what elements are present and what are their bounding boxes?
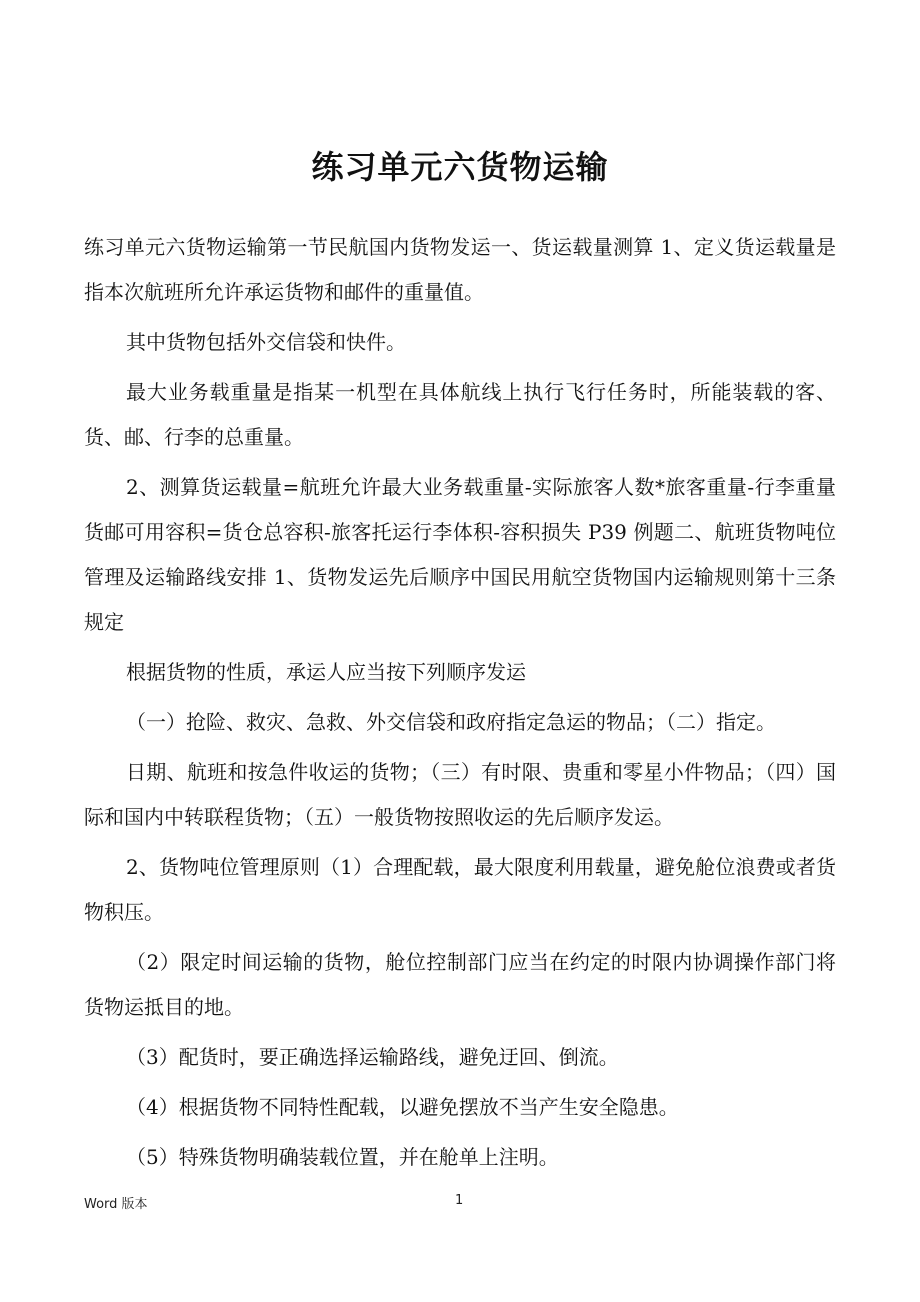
paragraph: 其中货物包括外交信袋和快件。	[126, 330, 406, 354]
document-body	[84, 225, 836, 1180]
paragraph: 2、货物吨位管理原则（1）合理配载，最大限度利用载量，避免舱位浪费或者货物积压。	[84, 855, 836, 924]
paragraph: 根据货物的性质，承运人应当按下列顺序发运	[126, 660, 526, 684]
paragraph: 日期、航班和按急件收运的货物；（三）有时限、贵重和零星小件物品；（四）国际和国内中转联程货物；（五）一般货物按照收运的先后顺序发运。	[84, 760, 836, 829]
paragraph: （4）根据货物不同特性配载，以避免摆放不当产生安全隐患。	[126, 1095, 679, 1119]
paragraph: （3）配货时，要正确选择运输路线，避免迂回、倒流。	[126, 1045, 619, 1069]
paragraph: （2）限定时间运输的货物，舱位控制部门应当在约定的时限内协调操作部门将货物运抵目的地。	[84, 950, 836, 1019]
page-number: 1	[455, 1193, 464, 1208]
paragraph: 最大业务载重量是指某一机型在具体航线上执行飞行任务时，所能装载的客、货、邮、行李的总重量。	[84, 380, 836, 449]
paragraph: （一）抢险、救灾、急救、外交信袋和政府指定急运的物品；（二）指定。	[126, 710, 776, 734]
paragraph: 2、测算货运载量=航班允许最大业务载重量-实际旅客人数*旅客重量-行李重量货邮可用容积=货仓总容积-旅客托运行李体积-容积损失 P39 例题二、航班货物吨位管理及运输路线安排 1、货物发运先后顺序中国民用航空货物国内运输规则第十三条规定	[84, 475, 836, 634]
paragraph: 练习单元六货物运输第一节民航国内货物发运一、货运载量测算 1、定义货运载量是指本次航班所允许承运货物和邮件的重量值。	[84, 235, 836, 304]
footer-label: Word 版本	[84, 1197, 148, 1212]
paragraph: （5）特殊货物明确装载位置，并在舱单上注明。	[126, 1145, 559, 1169]
document-title: 练习单元六货物运输	[311, 148, 609, 186]
